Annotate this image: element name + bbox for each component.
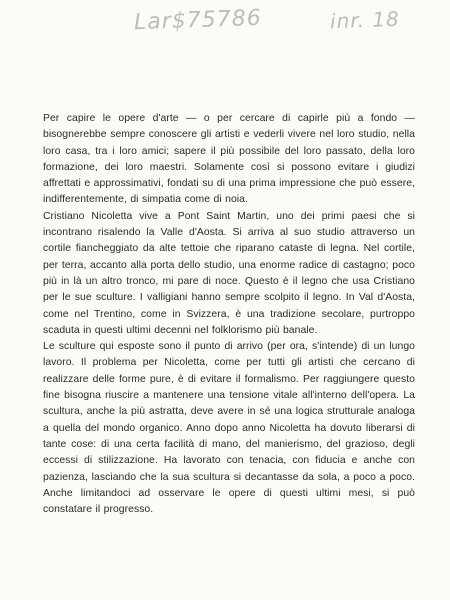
paragraph-intro: Per capire le opere d'arte — o per cercare di capirle più a fondo — bisognerebbe sempre conoscere gli artisti e vederli vivere nel loro studio, nella loro casa, tra i loro amici; sapere il più possibile del loro passato, della loro formazione, dei loro maestri. Solamente così si possono evitare i giudizi affrettati e approssimativi, fondati su di una prima impressione che può essere, indifferentemente, di simpatia come di noia. <box>43 113 415 206</box>
body-text <box>43 111 415 518</box>
handwritten-inventory-number: inr. 18 <box>329 6 401 34</box>
paragraph-sculptures: Le sculture qui esposte sono il punto di arrivo (per ora, s'intende) di un lungo lavoro. Il problema per Nicoletta, come per tutti gli artisti che cercano di realizzare delle forme pure, è di evitare il formalismo. Per raggiungere questo fine bisogna riuscire a mantenere una tensione vitale all'interno dell'opera. La scultura, anche la più astratta, deve avere in sé una logica strutturale analoga a quella del mondo organico. Anno dopo anno Nicoletta ha dovuto liberarsi di tante cose: di una certa facilità di mano, del manierismo, del grazioso, degli eccessi di stilizzazione. Ha lavorato con tenacia, con fiducia e anche con pazienza, lasciando che la sua scultura si decantasse da sola, a poco a poco. Anche limitandoci ad osservare le opere di questi ultimi mesi, si può constatare il progresso. <box>43 341 415 516</box>
handwritten-inventory-code: Lar$75786 <box>133 5 263 36</box>
paragraph-studio: Cristiano Nicoletta vive a Pont Saint Martin, uno dei primi paesi che si incontrano risalendo la Valle d'Aosta. Si arriva al suo studio attraverso un cortile fiancheggiato da alte tettoie che riparano cataste di legna. Nel cortile, per terra, accanto alla porta dello studio, una enorme radice di castagno; poco più in là un altro tronco, mi pare di noce. Questo è il legno che usa Cristiano per le sue sculture. I valligiani hanno sempre scolpito il legno. In Val d'Aosta, come nel Trentino, come in Svizzera, è una tradizione secolare, purtroppo scaduta in questi ultimi decenni nel folklorismo più banale. <box>43 210 415 336</box>
